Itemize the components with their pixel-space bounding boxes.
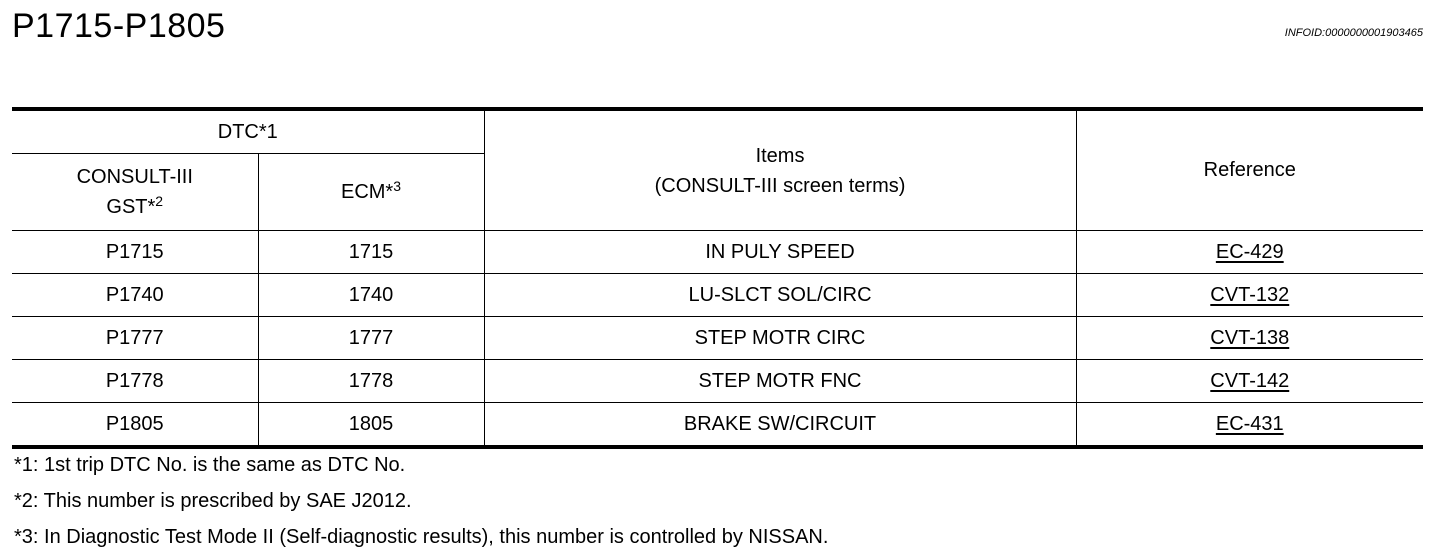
info-id: INFOID:0000000001903465 [1284, 27, 1423, 39]
items-header-label: Items [755, 144, 805, 167]
table-row [12, 403, 1423, 448]
ecm-code: 1715 [258, 231, 484, 274]
item-term: STEP MOTR CIRC [484, 317, 1076, 360]
reference-cell [1076, 360, 1423, 403]
items-header [484, 109, 1076, 231]
footnote-2: *2: This number is prescribed by SAE J2012. [14, 490, 412, 512]
footnote-3: *3: In Diagnostic Test Mode II (Self-diagnostic results), this number is controlled by NISSAN. [14, 526, 829, 548]
reference-link[interactable]: CVT-142 [1210, 369, 1290, 392]
footnotes [14, 452, 828, 560]
reference-cell [1076, 403, 1423, 448]
ecm-code: 1805 [258, 403, 484, 448]
table-row [12, 231, 1423, 274]
ecm-code: 1778 [258, 360, 484, 403]
header-row-1 [12, 109, 1423, 154]
ecm-code: 1740 [258, 274, 484, 317]
consult-header-label: CONSULT-III [76, 166, 193, 188]
gst-header-text: GST* [106, 196, 156, 218]
consult-header [12, 154, 258, 231]
footnote-1: *1: 1st trip DTC No. is the same as DTC No. [14, 454, 406, 476]
item-term: BRAKE SW/CIRCUIT [484, 403, 1076, 448]
ecm-header [258, 154, 484, 231]
ecm-header-text: ECM* [340, 180, 394, 203]
item-term: LU-SLCT SOL/CIRC [484, 274, 1076, 317]
item-term: STEP MOTR FNC [484, 360, 1076, 403]
ecm-footnote-mark: 3 [393, 177, 402, 194]
gst-footnote-mark: 2 [155, 193, 164, 209]
reference-link[interactable]: CVT-132 [1210, 283, 1290, 306]
reference-cell [1076, 274, 1423, 317]
reference-link[interactable]: EC-429 [1215, 240, 1284, 263]
reference-header: Reference [1076, 109, 1423, 231]
consult-code: P1740 [12, 274, 258, 317]
dtc-table [12, 107, 1423, 449]
table-row [12, 360, 1423, 403]
consult-code: P1715 [12, 231, 258, 274]
items-header-sublabel: (CONSULT-III screen terms) [654, 174, 906, 197]
consult-code: P1805 [12, 403, 258, 448]
consult-code: P1777 [12, 317, 258, 360]
reference-link[interactable]: CVT-138 [1210, 326, 1290, 349]
reference-link[interactable]: EC-431 [1215, 412, 1284, 435]
page-title: P1715-P1805 [12, 7, 226, 45]
ecm-code: 1777 [258, 317, 484, 360]
reference-cell [1076, 317, 1423, 360]
reference-cell [1076, 231, 1423, 274]
gst-header-label [12, 192, 258, 222]
dtc-header: DTC*1 [12, 109, 484, 154]
consult-code: P1778 [12, 360, 258, 403]
table-row [12, 317, 1423, 360]
item-term: IN PULY SPEED [484, 231, 1076, 274]
table-row [12, 274, 1423, 317]
